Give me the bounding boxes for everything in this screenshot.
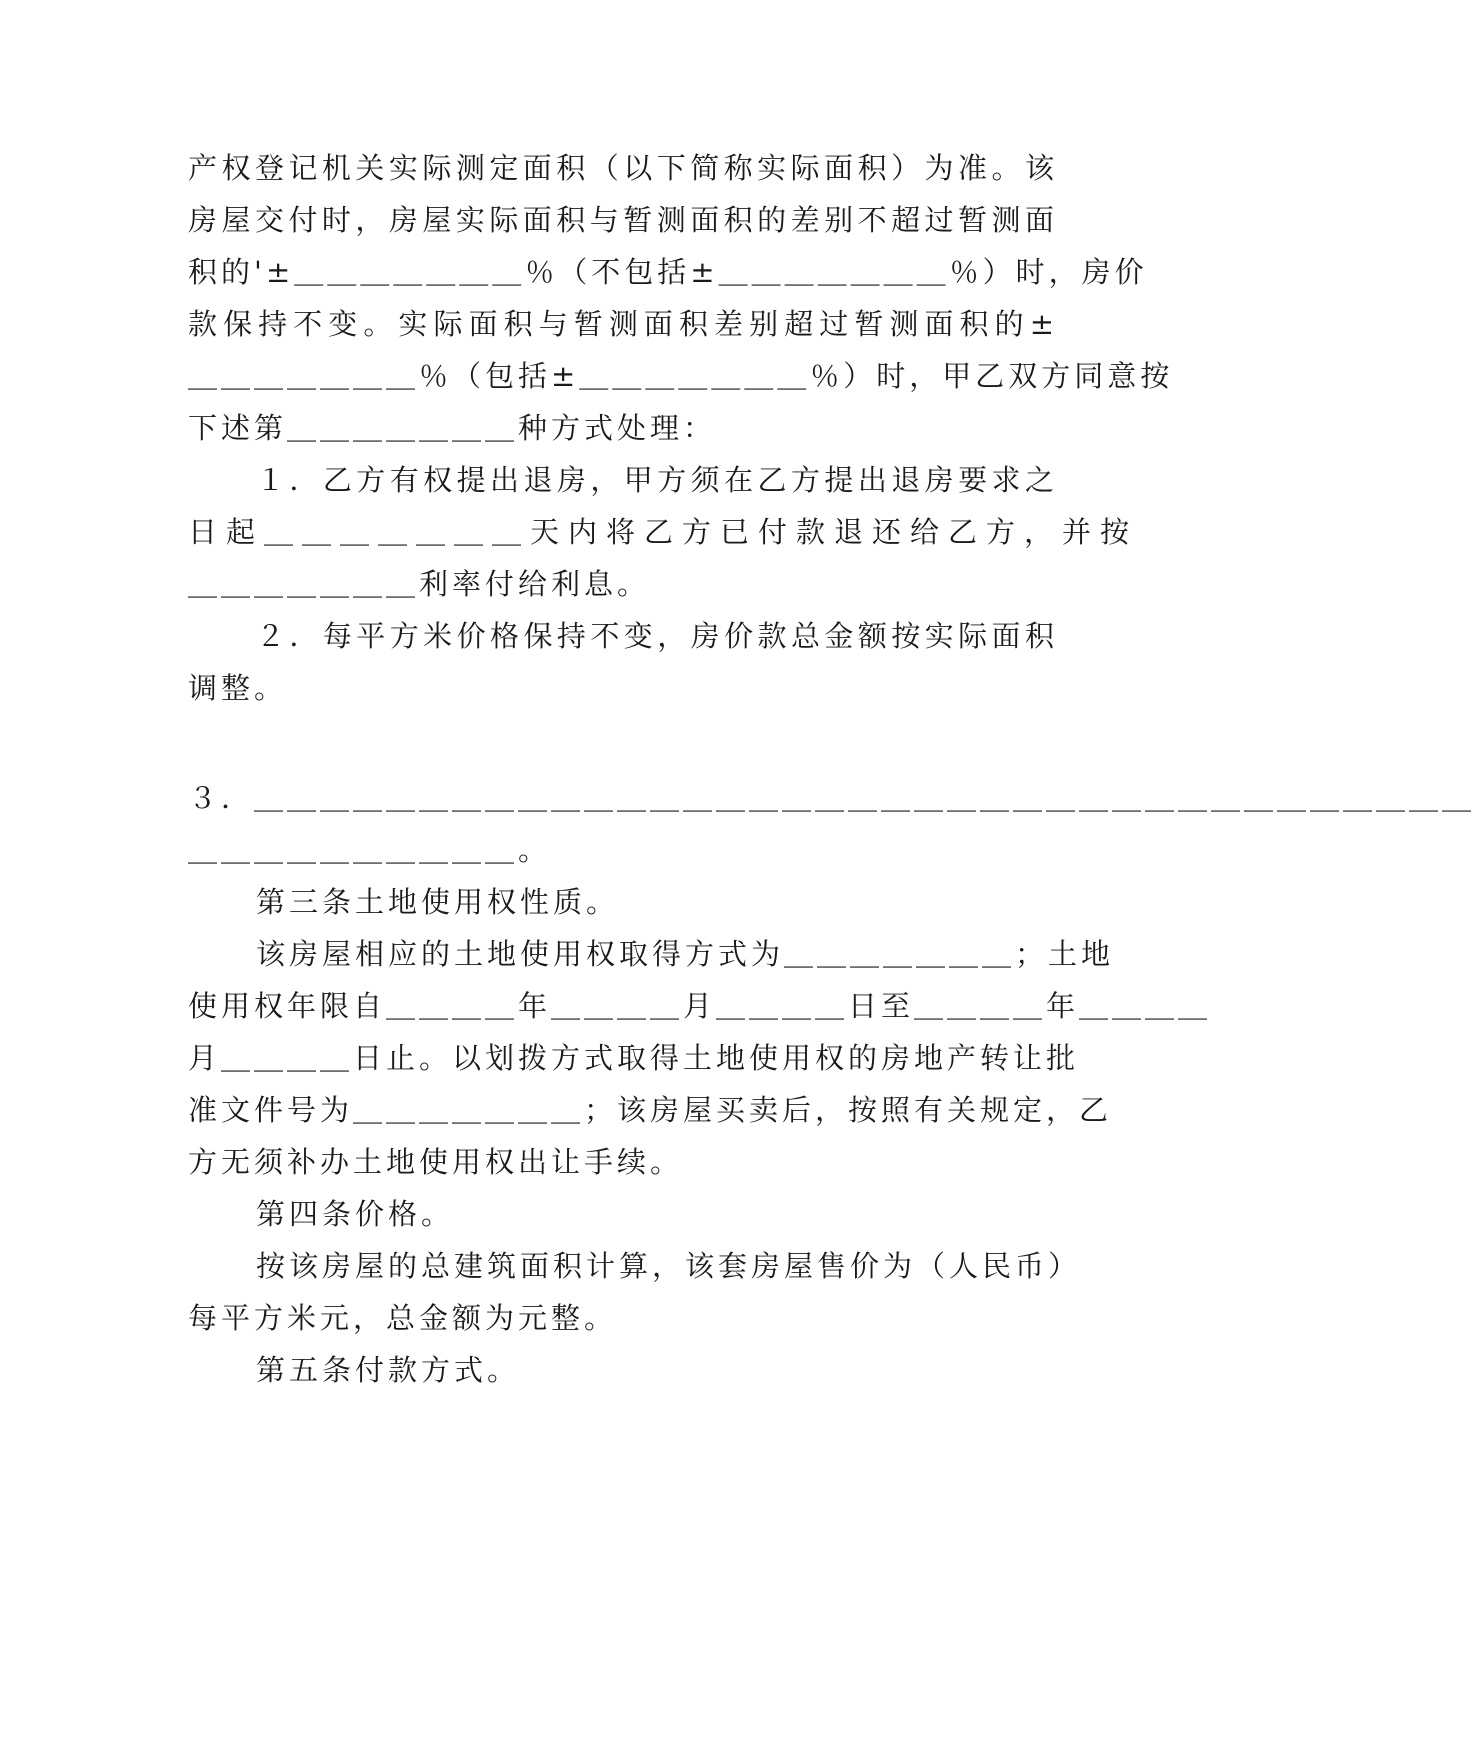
paragraph-line: 积的'±＿＿＿＿＿＿＿％（不包括±＿＿＿＿＿＿＿％）时，房价	[188, 255, 1148, 289]
paragraph-line: 按该房屋的总建筑面积计算，该套房屋售价为（人民币）	[256, 1249, 1082, 1283]
list-item-3-line: ＿＿＿＿＿＿＿＿＿＿。	[188, 833, 552, 867]
paragraph-line: 准文件号为＿＿＿＿＿＿＿；该房屋买卖后，按照有关规定，乙	[188, 1093, 1113, 1127]
list-item-1-line: １．乙方有权提出退房，甲方须在乙方提出退房要求之	[256, 463, 1058, 497]
paragraph-line: 使用权年限自＿＿＿＿年＿＿＿＿月＿＿＿＿日至＿＿＿＿年＿＿＿＿	[188, 989, 1212, 1023]
paragraph-line: 方无须补办土地使用权出让手续。	[188, 1145, 684, 1179]
paragraph-line: 该房屋相应的土地使用权取得方式为＿＿＿＿＿＿＿；土地	[256, 937, 1115, 971]
paragraph-line: 款保持不变。实际面积与暂测面积差别超过暂测面积的±	[188, 307, 1058, 341]
list-item-3-line: ３．＿＿＿＿＿＿＿＿＿＿＿＿＿＿＿＿＿＿＿＿＿＿＿＿＿＿＿＿＿＿＿＿＿＿＿＿＿	[188, 781, 1475, 815]
section-heading: 第五条付款方式。	[256, 1353, 521, 1387]
list-item-1-line: 日起＿＿＿＿＿＿＿天内将乙方已付款退还给乙方，并按	[188, 515, 1139, 549]
list-item-1-line: ＿＿＿＿＿＿＿利率付给利息。	[188, 567, 651, 601]
paragraph-line: ＿＿＿＿＿＿＿％（包括±＿＿＿＿＿＿＿％）时，甲乙双方同意按	[188, 359, 1174, 393]
paragraph-line: 下述第＿＿＿＿＿＿＿种方式处理：	[188, 411, 717, 445]
list-item-2-line: ２．每平方米价格保持不变，房价款总金额按实际面积	[256, 619, 1058, 653]
section-heading: 第三条土地使用权性质。	[256, 885, 620, 919]
paragraph-line: 月＿＿＿＿日止。以划拨方式取得土地使用权的房地产转让批	[188, 1041, 1080, 1075]
section-heading: 第四条价格。	[256, 1197, 455, 1231]
list-item-2-line: 调整。	[188, 671, 288, 705]
paragraph-line: 产权登记机关实际测定面积（以下简称实际面积）为准。该	[188, 151, 1058, 185]
paragraph-line: 每平方米元，总金额为元整。	[188, 1301, 618, 1335]
paragraph-line: 房屋交付时，房屋实际面积与暂测面积的差别不超过暂测面	[188, 203, 1058, 237]
